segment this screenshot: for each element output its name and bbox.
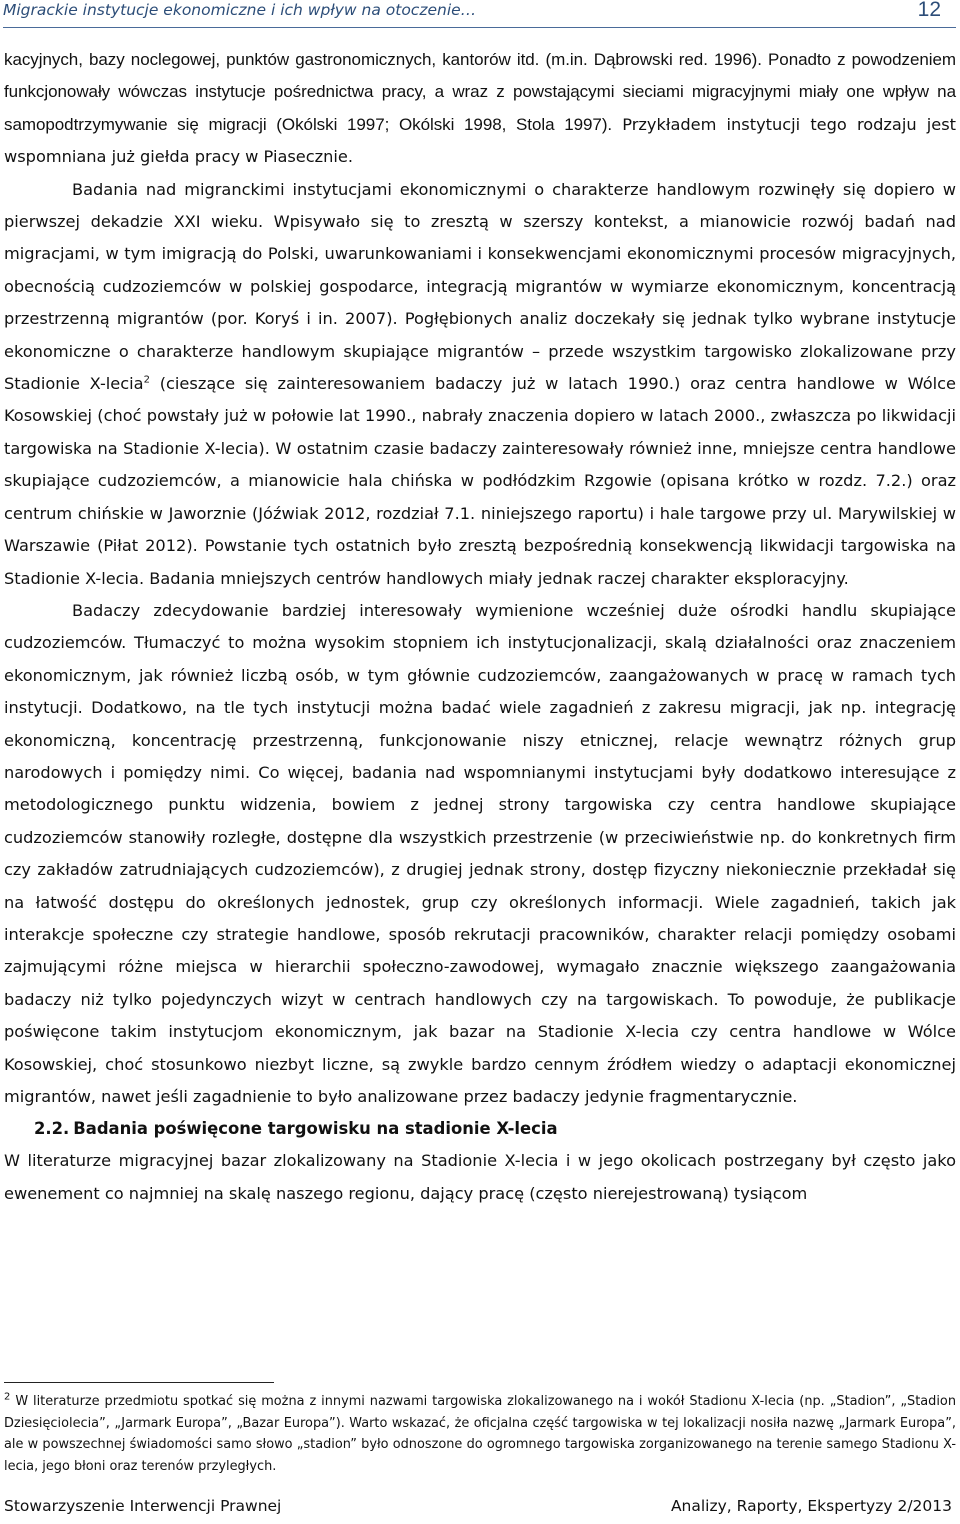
paragraph-4: W literaturze migracyjnej bazar zlokalizowany na Stadionie X-lecia i w jego okolicach postrzegany był często jako ewenement co najmniej na skalę naszego regionu, dający pracę (często nierejestrowaną) tysiącom	[4, 1151, 956, 1203]
body-text	[4, 44, 956, 1210]
footnote-number: 2	[4, 1391, 11, 1403]
footer-publisher: Stowarzyszenie Interwencji Prawnej	[4, 1497, 282, 1515]
header-title: Migrackie instytucje ekonomiczne i ich wpływ na otoczenie…	[3, 1, 477, 19]
footnote-separator	[4, 1382, 274, 1383]
paragraph-1-text: Przykładem instytucji tego rodzaju jest wspomniana już giełda pracy w Piasecznie.	[4, 114, 957, 167]
header-rule	[3, 27, 956, 28]
footnote-text: W literaturze przedmiotu spotkać się można z innymi nazwami targowiska zlokalizowanego na i wokół Stadionu X-lecia (np. „Stadion”, „Stadion Dziesięciolecia”, „Jarmark Europa”, „Bazar Europa”). Warto wskazać, że oficjalna część targowiska w tej lokalizacji nosiła nazwę „Jarmark Europa”, ale w powszechnej świadomości samo słowo „stadion” było odnoszone do ogromnego targowiska zorganizowanego na terenie samego Stadionu X-lecia, jego błoni oraz terenów przyległych.	[4, 1394, 956, 1474]
paragraph-2-text-before: Badania nad migranckimi instytucjami ekonomicznymi o charakterze handlowym rozwinęły się dopiero w pierwszej dekadzie XXI wieku. Wpisywało się to zresztą w szerszy kontekst, a mianowicie rozwój badań nad migracjami, w tym imigracją do Polski, uwarunkowaniami i konsekwencjami ekonomicznymi procesów migracyjnych, obecnością cudzoziemców w polskiej gospodarce, integracją migrantów w wymiarze ekonomicznym, koncentracją przestrzenną migrantów (por. Koryś i in. 2007). Pogłębionych analiz doczekały się jednak tylko wybrane instytucje ekonomiczne o charakterze handlowym skupiające migrantów – przede wszystkim targowisko zlokalizowane przy Stadionie X-lecia	[4, 179, 956, 394]
running-header	[3, 0, 953, 30]
paragraph-2	[4, 174, 956, 595]
section-number: 2.2.	[34, 1119, 70, 1139]
footer-series: Analizy, Raporty, Ekspertyzy 2/2013	[670, 1497, 952, 1515]
running-footer	[4, 1497, 952, 1521]
section-title: Badania poświęcone targowisku na stadionie X-lecia	[73, 1119, 558, 1139]
footnotes	[4, 1391, 956, 1477]
paragraph-2-text-after: (cieszące się zainteresowaniem badaczy już w latach 1990.) oraz centra handlowe w Wólce Kosowskiej (choć powstały już w połowie lat 1990., nabrały znaczenia dopiero w latach 2000., zwłaszcza po likwidacji targowiska na Stadionie X-lecia). W ostatnim czasie badaczy zainteresowały również inne, mniejsze centra handlowe skupiające cudzoziemców, a mianowicie hala chińska w podłódzkim Rzgowie (opisana krótko w rozdz. 7.2.) oraz centrum chińskie w Jaworznie (Jóźwiak 2012, rozdział 7.1. niniejszego raportu) i hale targowe przy ul. Marywilskiej w Warszawie (Piłat 2012). Powstanie tych ostatnich było zresztą bezpośrednią konsekwencją likwidacji targowiska na Stadionie X-lecia. Badania mniejszych centrów handlowych miały jednak raczej charakter eksploracyjny.	[4, 374, 956, 588]
section-heading	[4, 1113, 956, 1145]
paragraph-1-arial-text: kacyjnych, bazy noclegowej, punktów gastronomicznych, kantorów itd. (m.in. Dąbrowski red. 1996). Ponadto z powodzeniem funkcjonowały wówczas instytucje pośrednictwa pracy, a wraz z powstającymi sieciami migracyjnymi miały one wpływ na samopodtrzymywanie się migracji (Okólski 1997; Okólski 1998, Stola 1997).	[4, 50, 956, 134]
paragraph-3: Badaczy zdecydowanie bardziej interesowały wymienione wcześniej duże ośrodki handlu skupiające cudzoziemców. Tłumaczyć to można wysokim stopniem ich instytucjonalizacji, skalą działalności oraz znaczeniem ekonomicznym, jak również liczbą osób, w tym głównie cudzoziemców, zaangażowanych w pracę w ramach tych instytucji. Dodatkowo, na tle tych instytucji można badać wiele zagadnień z zakresu migracji, jak np. integrację ekonomiczną, koncentrację przestrzenną, funkcjonowanie niszy etnicznej, relacje wewnątrz różnych grup narodowych i pomiędzy nimi. Co więcej, badania nad wspomnianymi instytucjami były dodatkowo interesujące z metodologicznego punktu widzenia, bowiem z jednej strony targowiska czy centra handlowe skupiające cudzoziemców stanowiły rozległe, dostępne dla wszystkich przestrzenie (w przeciwieństwie np. do konkretnych firm czy zakładów zatrudniających cudzoziemców), z drugiej jednak strony, dostęp fizyczny niekoniecznie przekładał się na łatwość dostępu do określonych jednostek, grup czy określonych informacji. Wiele zagadnień, takich jak interakcje społeczne czy strategie handlowe, sposób rekrutacji pracowników, charakter relacji pomiędzy osobami zajmującymi różne miejsca w hierarchii społeczno-zawodowej, wymagało znacznie większego zaangażowania badaczy niż tylko pojedynczych wizyt w centrach handlowych czy na targowiskach. To powoduje, że publikacje poświęcone takim instytucjom ekonomicznym, jak bazar na Stadionie X-lecia czy centra handlowe w Wólce Kosowskiej, choć stosunkowo niezbyt liczne, są zwykle bardzo cennym źródłem wiedzy o adaptacji ekonomicznej migrantów, nawet jeśli zagadnienie to było analizowane przez badaczy jedynie fragmentarycznie.	[4, 600, 956, 1106]
footnote	[4, 1391, 956, 1477]
footnote-reference[interactable]: 2	[143, 374, 150, 386]
page-number: 12	[917, 0, 941, 21]
paragraph-1	[4, 44, 956, 174]
